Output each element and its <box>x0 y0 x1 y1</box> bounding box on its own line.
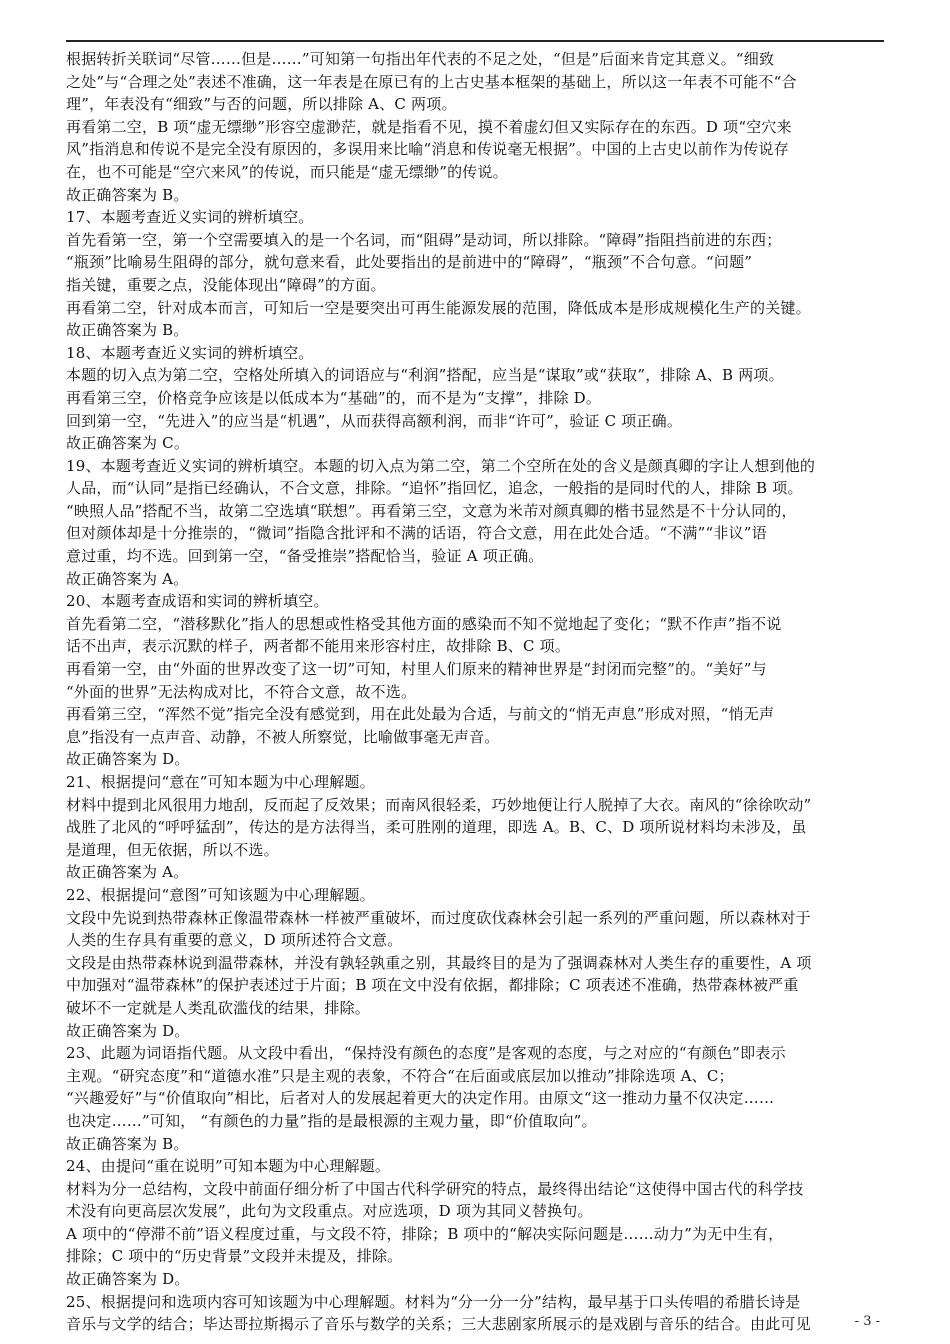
text-line: 故正确答案为 B。 <box>66 1134 189 1153</box>
text-line: 21、根据提问“意在”可知本题为中心理解题。 <box>66 773 375 791</box>
text-line: 材料中提到北风很用力地刮，反而起了反效果；而南风很轻柔，巧妙地便让行人脱掉了大衣。南风的“徐徐吹动” <box>66 795 812 814</box>
text-line: “兴趣爱好”与“价值取向”相比，后者对人的发展起着更大的决定作用。由原文“这一推动力量不仅决定…… <box>66 1089 775 1108</box>
text-line: 回到第一空，“先进入”的应当是“机遇”，从而获得高额利润，而非“许可”，验证 C 项正确。 <box>66 411 683 430</box>
text-line: 首先看第一空，第一个空需要填入的是一个名词，而“阻碍”是动词，所以排除。“障碍”指阻挡前进的东西； <box>66 230 782 249</box>
text-line: 18、本题考查近义实词的辨析填空。 <box>66 343 314 362</box>
text-line: 再看第二空，B 项“虚无缥缈”形容空虚渺茫，就是指看不见，摸不着虚幻但又实际存在的东西。D 项“空穴来 <box>66 117 792 136</box>
text-line: 根据转折关联词“尽管……但是……”可知第一句指出年代表的不足之处，“但是”后面来肯定其意义。“细致 <box>66 50 775 68</box>
text-line: “瓶颈”比喻易生阻碍的部分，就句意来看，此处要指出的是前进中的“障碍”，“瓶颈”不合句意。“问题” <box>66 253 753 272</box>
text-line: 人类的生存具有重要的意义，D 项所述符合文意。 <box>66 931 403 950</box>
answer-explanation-body <box>66 48 884 1336</box>
text-line: 人品，而“认同”是指已经确认，不合文意，排除。“追怀”指回忆，追念，一般指的是同时代的人，排除 B 项。 <box>66 479 803 498</box>
text-line: 战胜了北风的“呼呼猛刮”，传达的是方法得当，柔可胜刚的道理，即选 A。B、C、D 项所说材料均未涉及，虽 <box>66 818 807 837</box>
text-line: 排除；C 项中的“历史背景”文段并未提及，排除。 <box>66 1247 403 1266</box>
text-line: 主观。“研究态度”和“道德水准”只是主观的表象，不符合“在后面或底层加以推动”排除选项 A、C； <box>66 1066 734 1085</box>
text-line: 材料为分一总结构，文段中前面仔细分析了中国古代科学研究的特点，最终得出结论“这使得中国古代的科学技 <box>66 1179 804 1198</box>
text-line: 文段中先说到热带森林正像温带森林一样被严重破坏，而过度砍伐森林会引起一系列的严重问题，所以森林对于 <box>66 908 811 927</box>
text-line: 文段是由热带森林说到温带森林，并没有孰轻孰重之别，其最终目的是为了强调森林对人类生存的重要性，A 项 <box>66 953 812 972</box>
text-line: 24、由提问“重在说明”可知本题为中心理解题。 <box>66 1157 391 1176</box>
text-line: 息”指没有一点声音、动静，不被人所察觉，比喻做事毫无声音。 <box>66 727 500 746</box>
text-line: “外面的世界”无法构成对比，不符合文意，故不选。 <box>66 682 417 701</box>
text-line: 再看第一空，由“外面的世界改变了这一切”可知，村里人们原来的精神世界是“封闭而完整”的。“美好”与 <box>66 660 767 679</box>
text-line: 风”指消息和传说不是完全没有原因的，多误用来比喻“消息和传说毫无根据”。中国的上古史以前作为传说存 <box>66 140 789 159</box>
text-line: 理”，年表没有“细致”与否的问题，所以排除 A、C 两项。 <box>66 95 457 114</box>
text-line: 19、本题考查近义实词的辨析填空。本题的切入点为第二空，第二个空所在处的含义是颜真卿的字让人想到他的 <box>66 456 816 475</box>
text-line: 再看第三空，价格竞争应该是以低成本为“基础”的，而不是为“支撑”，排除 D。 <box>66 388 602 407</box>
text-line: 25、根据提问和选项内容可知该题为中心理解题。材料为“分一分一分”结构，最早基于口头传唱的希腊长诗是 <box>66 1292 801 1311</box>
text-line: 话不出声，表示沉默的样子，两者都不能用来形容村庄，故排除 B、C 项。 <box>66 637 571 656</box>
text-line: 首先看第二空，“潜移默化”指人的思想或性格受其他方面的感染而不知不觉地起了变化；“默不作声”指不说 <box>66 614 782 633</box>
text-line: 之处”与“合理之处”表述不准确，这一年表是在原已有的上古史基本框架的基础上，所以这一年表不可能不“合 <box>66 72 797 91</box>
text-line: 是道理，但无依据，所以不选。 <box>66 840 279 859</box>
text-line: 23、此题为词语指代题。从文段中看出，“保持没有颜色的态度”是客观的态度，与之对应的“有颜色”即表示 <box>66 1044 786 1063</box>
text-line: 指关键，重要之点，没能体现出“障碍”的方面。 <box>66 275 386 294</box>
header-rule <box>66 40 884 42</box>
text-line: 故正确答案为 C。 <box>66 434 190 453</box>
text-line: “映照人品”搭配不当，故第二空选填“联想”。再看第三空，文意为米芾对颜真卿的楷书显然是不十分认同的， <box>66 501 797 520</box>
text-line: 破坏不一定就是人类乱砍滥伐的结果，排除。 <box>66 998 371 1017</box>
text-line: 也决定……”可知， “有颜色的力量”指的是最根源的主观力量，即“价值取向”。 <box>66 1111 597 1130</box>
text-line: 本题的切入点为第二空，空格处所填入的词语应与“利润”搭配，应当是“谋取”或“获取”，排除 A、B 两项。 <box>66 366 784 385</box>
text-line: 意过重，均不选。回到第一空，“备受推崇”搭配恰当，验证 A 项正确。 <box>66 547 544 566</box>
text-line: 再看第二空，针对成本而言，可知后一空是要突出可再生能源发展的范围，降低成本是形成规模化生产的关键。 <box>66 298 811 317</box>
text-line: 20、本题考查成语和实词的辨析填空。 <box>66 592 329 611</box>
page-number: - 3 - <box>854 1314 880 1329</box>
text-line: 故正确答案为 A。 <box>66 863 189 882</box>
text-line: 在，也不可能是“空穴来风”的传说，而只能是“虚无缥缈”的传说。 <box>66 162 508 181</box>
text-line: 音乐与文学的结合；毕达哥拉斯揭示了音乐与数学的关系；三大悲剧家所展示的是戏剧与音乐的结合。由此可见 <box>66 1315 811 1334</box>
text-line: 故正确答案为 B。 <box>66 185 189 204</box>
text-line: A 项中的“停滞不前”语义程度过重，与文段不符，排除；B 项中的“解决实际问题是……动力”为无中生有， <box>66 1224 784 1243</box>
text-line: 但对颜体却是十分推崇的，“微词”指隐含批评和不满的话语，符合文意，用在此处合适。“不满”“非议”语 <box>66 524 767 543</box>
text-line: 故正确答案为 A。 <box>66 569 189 588</box>
text-line: 术没有向更高层次发展”，此句为文段重点。对应选项，D 项为其同义替换句。 <box>66 1202 593 1221</box>
text-line: 故正确答案为 D。 <box>66 1270 190 1289</box>
text-line: 故正确答案为 D。 <box>66 1021 190 1040</box>
text-line: 故正确答案为 B。 <box>66 321 189 340</box>
text-line: 17、本题考查近义实词的辨析填空。 <box>66 208 314 227</box>
text-line: 中加强对“温带森林”的保护表述过于片面；B 项在文中没有依据，都排除；C 项表述不准确，热带森林被严重 <box>66 976 799 995</box>
text-line: 故正确答案为 D。 <box>66 750 190 769</box>
text-line: 22、根据提问“意图”可知该题为中心理解题。 <box>66 885 375 904</box>
text-line: 再看第三空，“浑然不觉”指完全没有感觉到，用在此处最为合适，与前文的“悄无声息”形成对照，“悄无声 <box>66 705 775 724</box>
